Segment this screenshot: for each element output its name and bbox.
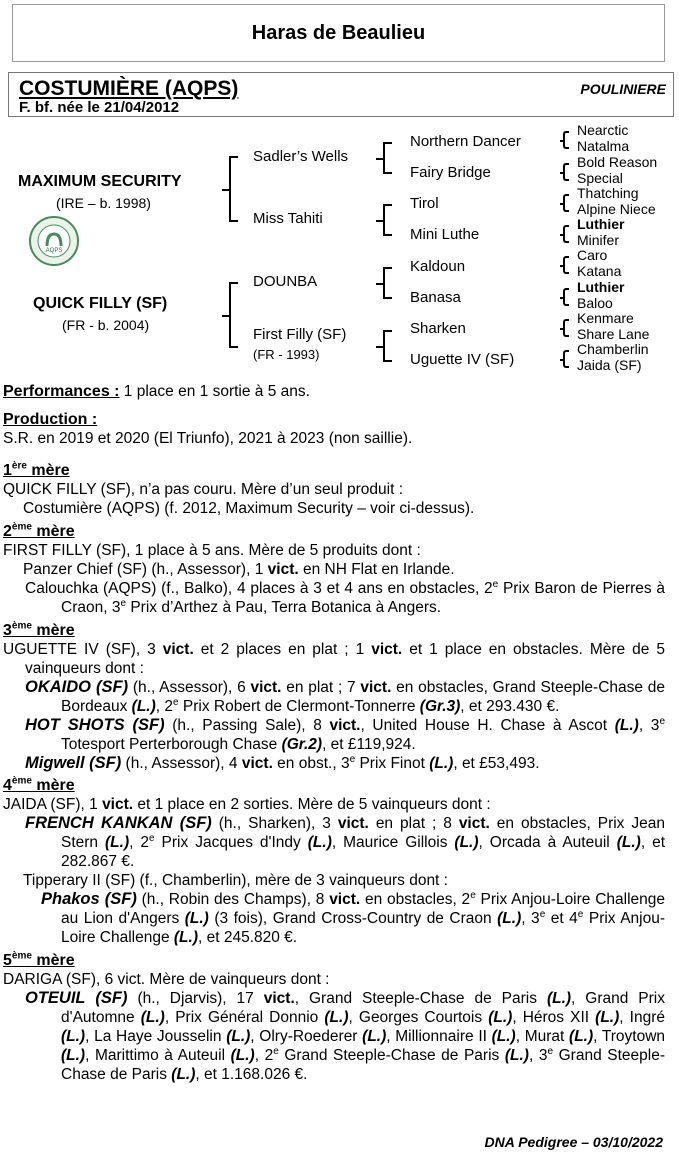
pedigree-g2-4-info: (FR - 1993): [253, 347, 320, 362]
pedigree-g4-8: Minifer: [577, 232, 620, 248]
footer-source: DNA Pedigree – 03/10/2022: [484, 1134, 663, 1150]
pedigree-g3-3: Tirol: [410, 195, 439, 212]
pedigree-g2-1: Sadler’s Wells: [253, 148, 349, 165]
pedigree-g2-4: First Filly (SF): [253, 326, 347, 343]
pedigree-g4-10: Katana: [577, 263, 622, 279]
pedigree-g4-4: Special: [577, 170, 623, 186]
m1-line1: QUICK FILLY (SF), n’a pas couru. Mère d’un seul produit :: [3, 481, 404, 498]
m5-oteuil: OTEUIL (SF) (h., Djarvis), 17 vict., Grand Steeple-Chase de Paris (L.), Grand Prix d'Automne (L.), Prix Général Donnio (L.), Georges Courtois (L.), Héros XII (L.), Ingré (L.), La Haye Jousselin (L.), Olry-Roederer (L.), Millionnaire II (L.), Murat (L.), Troytown (L.), Marittimo à Auteuil (L.), 2e Grand Steeple-Chase de Paris (L.), 3e Grand Steeple-Chase de Paris (L.), et 1.168.026 €.: [25, 989, 666, 1083]
m4-tipperary: Tipperary II (SF) (f., Chamberlin), mère de 3 vainqueurs dont :: [23, 872, 448, 889]
m5-label: 5ème mère: [3, 950, 75, 969]
pedigree-g4-5: Thatching: [577, 185, 639, 201]
m1-line2: Costumière (AQPS) (f. 2012, Maximum Security – voir ci-dessus).: [23, 500, 475, 517]
m3-label: 3ème mère: [3, 620, 75, 639]
m2-line1: FIRST FILLY (SF), 1 place à 5 ans. Mère de 5 produits dont :: [3, 542, 421, 559]
m4-phakos: Phakos (SF) (h., Robin des Champs), 8 vict. en obstacles, 2e Prix Anjou-Loire Challenge au Lion d'Angers (L.) (3 fois), Grand Cross-Country de Craon (L.), 3e et 4e Prix Anjou-Loire Challenge (L.), et 245.820 €.: [41, 889, 665, 946]
m4-line1: JAIDA (SF), 1 vict. et 1 place en 2 sorties. Mère de 5 vainqueurs dont :: [3, 796, 491, 813]
pedigree-g4-6: Alpine Niece: [577, 201, 656, 217]
dam-info: (FR - b. 2004): [62, 317, 150, 333]
sire-info: (IRE – b. 1998): [56, 195, 151, 211]
horse-description: F. bf. née le 21/04/2012: [19, 99, 180, 116]
pedigree-g3-6: Banasa: [410, 289, 461, 306]
m2-label: 2ème mère: [3, 521, 75, 540]
horse-category: POULINIERE: [580, 81, 666, 97]
m2-line2: Panzer Chief (SF) (h., Assessor), 1 vict. en NH Flat en Irlande.: [23, 561, 455, 578]
horse-box: [8, 72, 674, 117]
pedigree-g4-11: Luthier: [577, 279, 625, 295]
pedigree-g3-5: Kaldoun: [410, 258, 466, 275]
pedigree-g2-3: DOUNBA: [253, 273, 318, 290]
performances-label: Performances :: [3, 383, 120, 400]
aqps-logo: [28, 215, 80, 267]
horse-name: COSTUMIÈRE (AQPS): [19, 77, 239, 100]
pedigree-g4-3: Bold Reason: [577, 154, 658, 170]
pedigree-g3-8: Uguette IV (SF): [410, 351, 515, 368]
m5-line1: DARIGA (SF), 6 vict. Mère de vainqueurs dont :: [3, 971, 330, 988]
sire-name: MAXIMUM SECURITY: [18, 173, 182, 190]
page-body: [3, 382, 665, 1084]
m4-french-kankan: FRENCH KANKAN (SF) (h., Sharken), 3 vict. en plat ; 8 vict. en obstacles, Prix Jean Stern (L.), 2e Prix Jacques d'Indy (L.), Maurice Gillois (L.), Orcada à Auteuil (L.), et 282.867 €.: [25, 814, 666, 870]
m3-okaido: OKAIDO (SF) (h., Assessor), 6 vict. en plat ; 7 vict. en obstacles, Grand Steeple-Chase de Bordeaux (L.), 2e Prix Robert de Clermont-Tonnerre (Gr.3), et 293.430 €.: [25, 678, 665, 715]
pedigree-g3-4: Mini Luthe: [410, 226, 480, 243]
pedigree-g4-12: Baloo: [577, 295, 613, 311]
m3-line1: UGUETTE IV (SF), 3 vict. et 2 places en plat ; 1 vict. et 1 place en obstacles. Mère de 5 vainqueurs dont :: [3, 641, 665, 677]
m4-label: 4ème mère: [3, 775, 75, 794]
pedigree-g3-2: Fairy Bridge: [410, 164, 491, 181]
pedigree-g4-9: Caro: [577, 247, 608, 263]
pedigree-g3-7: Sharken: [410, 320, 466, 337]
svg-text:AQPS: AQPS: [45, 248, 63, 254]
pedigree-g4-1: Nearctic: [577, 122, 629, 138]
production-text: S.R. en 2019 et 2020 (El Triunfo), 2021 à 2023 (non saillie).: [3, 430, 413, 447]
pedigree-g4-7: Luthier: [577, 216, 625, 232]
dam-name: QUICK FILLY (SF): [33, 295, 168, 312]
pedigree-g4-16: Jaida (SF): [577, 357, 642, 373]
pedigree-g4-14: Share Lane: [577, 326, 650, 342]
pedigree-g3-1: Northern Dancer: [410, 133, 521, 150]
pedigree-g4-13: Kenmare: [577, 310, 634, 326]
m1-label: 1ère mère: [3, 460, 70, 479]
performances-text: 1 place en 1 sortie à 5 ans.: [119, 383, 310, 400]
pedigree-g4-2: Natalma: [577, 138, 630, 154]
m2-line3: Calouchka (AQPS) (f., Balko), 4 places à 3 et 4 ans en obstacles, 2e Prix Baron de Pierres à Craon, 3e Prix d’Arthez à Pau, Terra Botanica à Angers.: [25, 578, 665, 616]
production-label: Production :: [3, 411, 98, 428]
pedigree-g2-2: Miss Tahiti: [253, 210, 323, 227]
m3-migwell: Migwell (SF) (h., Assessor), 4 vict. en obst., 3e Prix Finot (L.), et £53,493.: [25, 753, 540, 772]
page-title: Haras de Beaulieu: [12, 4, 665, 62]
performances: [3, 382, 665, 401]
m3-hot-shots: HOT SHOTS (SF) (h., Passing Sale), 8 vict., United House H. Chase à Ascot (L.), 3e Totesport Perterborough Chase (Gr.2), et £119,924.: [25, 715, 665, 753]
pedigree-g4-15: Chamberlin: [577, 341, 649, 357]
